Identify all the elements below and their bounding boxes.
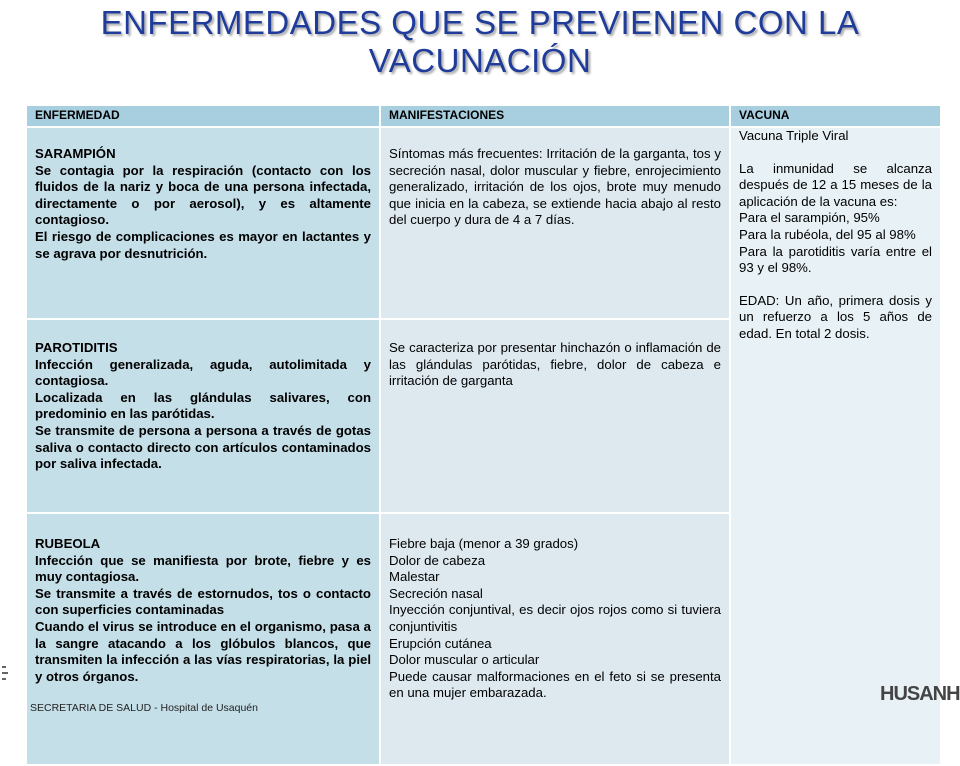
disease-table <box>25 104 942 766</box>
page-title <box>0 4 960 80</box>
manifest-cell-rubella <box>380 513 730 765</box>
manifest-text: Síntomas más frecuentes: Irritación de la garganta, tos y secreción nasal, dolor muscular y fiebre, enrojecimiento generalizado, irritación de los ojos, brote muy menudo que inicia en la cabeza, se extiende hacia abajo al resto del cuerpo y dura de 4 a 7 días. <box>389 146 721 228</box>
left-logo-icon <box>0 660 22 690</box>
disease-name: PAROTIDITIS <box>35 340 118 355</box>
disease-desc: Cuando el virus se introduce en el organismo, pasa a la sangre atacando a los glóbulos blancos, que transmiten la infección a las vías respiratorias, la piel y otros órganos. <box>35 618 371 684</box>
manifest-line: Inyección conjuntival, es decir ojos rojos como si tuviera conjuntivitis <box>389 602 721 634</box>
header-manifestations: MANIFESTACIONES <box>380 105 730 127</box>
disease-desc: Se contagia por la respiración (contacto con los fluidos de la nariz y boca de una persona infectada, directamente o por aerosol), y es altamente contagioso. <box>35 162 371 228</box>
vaccine-cell <box>730 127 941 765</box>
disease-name: RUBEOLA <box>35 536 101 551</box>
header-disease: ENFERMEDAD <box>26 105 380 127</box>
vaccine-age: EDAD: Un año, primera dosis y un refuerzo a los 5 años de edad. En total 2 dosis. <box>739 292 932 341</box>
disease-desc: Se transmite de persona a persona a través de gotas saliva o contacto directo con artículos contaminados por saliva infectada. <box>35 422 371 472</box>
disease-desc: Infección que se manifiesta por brote, fiebre y es muy contagiosa. <box>35 552 371 585</box>
disease-cell-mumps <box>26 319 380 513</box>
vaccine-name: Vacuna Triple Viral <box>739 128 849 143</box>
vaccine-rubella: Para la rubéola, del 95 al 98% <box>739 226 916 242</box>
disease-desc: Infección generalizada, aguda, autolimitada y contagiosa. <box>35 356 371 389</box>
manifest-line: Puede causar malformaciones en el feto si se presenta en una mujer embarazada. <box>389 668 721 701</box>
manifest-cell-mumps <box>380 319 730 513</box>
disease-name: SARAMPIÓN <box>35 146 116 161</box>
manifest-line: Dolor de cabeza <box>389 552 486 568</box>
manifest-line: Malestar <box>389 569 440 585</box>
vaccine-immunity: La inmunidad se alcanza después de 12 a 15 meses de la aplicación de la vacuna es: <box>739 160 932 209</box>
hospital-logo: HUSANH <box>880 683 960 705</box>
table-header-row <box>26 105 941 127</box>
disease-cell-measles <box>26 127 380 319</box>
header-vaccine: VACUNA <box>730 105 941 127</box>
vaccine-mumps: Para la parotiditis varía entre el 93 y el 98%. <box>739 243 932 276</box>
title-line-2: VACUNACIÓN <box>368 42 592 79</box>
disease-desc: Se transmite a través de estornudos, tos o contacto con superficies contaminadas <box>35 585 371 618</box>
manifest-line: Fiebre baja (menor a 39 grados) <box>389 536 579 551</box>
title-line-1: ENFERMEDADES QUE SE PREVIENEN CON LA <box>100 4 860 41</box>
table-row <box>26 127 941 319</box>
footer-institution: SECRETARIA DE SALUD - Hospital de Usaquén <box>30 702 258 714</box>
manifest-line: Dolor muscular o articular <box>389 652 540 668</box>
manifest-cell-measles <box>380 127 730 319</box>
vaccine-measles: Para el sarampión, 95% <box>739 210 880 226</box>
manifest-line: Erupción cutánea <box>389 635 492 651</box>
manifest-text: Se caracteriza por presentar hinchazón o inflamación de las glándulas parótidas, fiebre, dolor de cabeza e irritación de garganta <box>389 340 721 389</box>
disease-cell-rubella <box>26 513 380 765</box>
disease-desc: Localizada en las glándulas salivares, con predominio en las parótidas. <box>35 389 371 422</box>
manifest-line: Secreción nasal <box>389 585 483 601</box>
disease-desc: El riesgo de complicaciones es mayor en lactantes y se agrava por desnutrición. <box>35 228 371 261</box>
